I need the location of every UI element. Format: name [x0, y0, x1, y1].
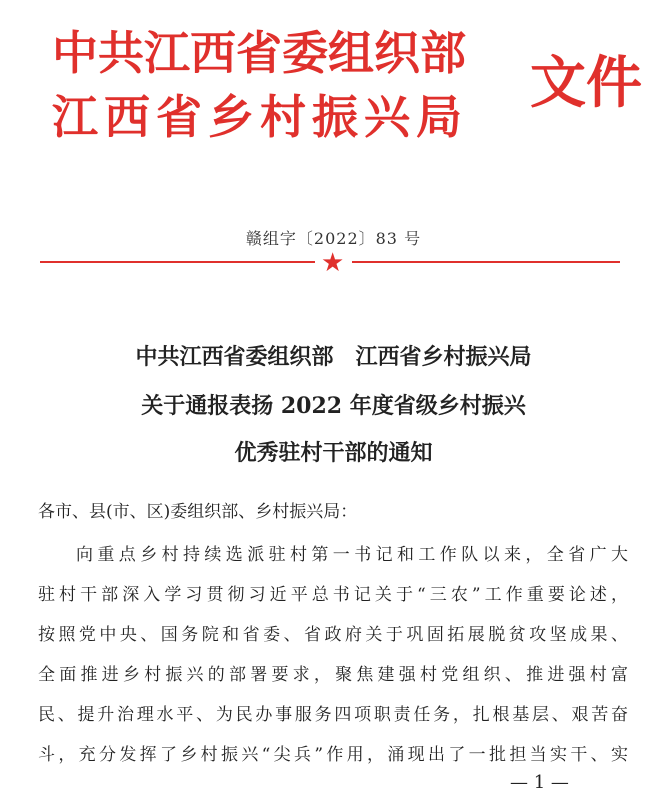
- notice-title-line-3: 优秀驻村干部的通知: [234, 440, 433, 466]
- star-icon: ★: [321, 248, 345, 278]
- body-line: 全面推进乡村振兴的部署要求，聚焦建强村党组织、推进强村富: [38, 665, 628, 685]
- page-number: — 1 —: [510, 772, 569, 793]
- body-line: 按照党中央、国务院和省委、省政府关于巩固拓展脱贫攻坚成果、: [38, 625, 628, 645]
- issuing-org-line-2: 江西省乡村振兴局: [52, 90, 468, 144]
- document-type-label: 文件: [530, 51, 642, 116]
- body-line: 驻村干部深入学习贯彻习近平总书记关于“三农”工作重要论述，: [38, 585, 628, 605]
- document-number: 赣组字〔2022〕83 号: [245, 229, 422, 248]
- issuing-org-line-1: 中共江西省委组织部: [52, 26, 466, 80]
- red-rule-right: [352, 261, 620, 263]
- salutation: 各市、县(市、区)委组织部、乡村振兴局：: [38, 502, 358, 522]
- notice-title-line-1: 中共江西省委组织部 江西省乡村振兴局: [135, 344, 532, 370]
- body-line: 斗，充分发挥了乡村振兴“尖兵”作用，涌现出了一批担当实干、实: [38, 745, 628, 765]
- body-line: 向重点乡村持续选派驻村第一书记和工作队以来，全省广大: [76, 545, 628, 565]
- notice-title-line-2: 关于通报表扬 2022 年度省级乡村振兴: [141, 393, 526, 419]
- body-line: 民、提升治理水平、为民办事服务四项职责任务，扎根基层、艰苦奋: [38, 705, 628, 725]
- red-rule-left: [40, 261, 315, 263]
